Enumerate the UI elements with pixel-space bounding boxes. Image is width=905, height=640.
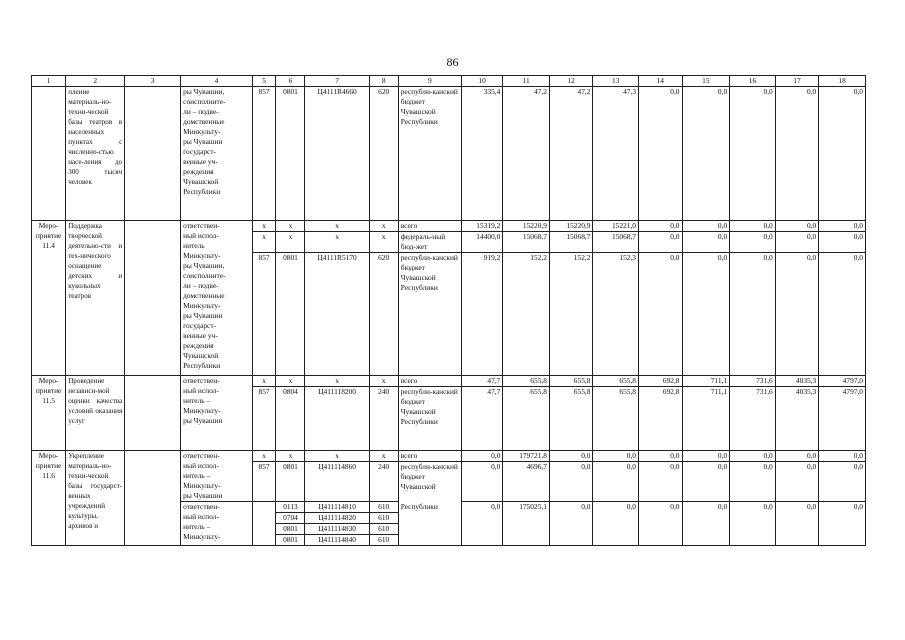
amount-cell: 179721,8	[503, 451, 550, 462]
kbk-target-cell: x	[305, 232, 369, 253]
amount-cell: 0,0	[682, 462, 730, 502]
kbk-target-cell: x	[305, 376, 369, 387]
executor-cell: ответствен- ный испол- нитель – Минкульту- ры Чувашии	[181, 376, 252, 451]
kbk-expense-type-cell: 240	[369, 387, 398, 451]
amount-cell: 0,0	[461, 502, 502, 546]
kbk-section-cell: x	[276, 232, 305, 253]
kbk-target-cell: Ц411118200	[305, 387, 369, 451]
amount-cell: 4696,7	[503, 462, 550, 502]
kbk-grbs-cell: x	[252, 451, 276, 462]
funding-source-cell: Республики	[398, 502, 461, 546]
kbk-expense-type-cell: 610	[369, 502, 398, 513]
table-row	[32, 451, 866, 462]
kbk-target-cell: Ц411114820	[305, 513, 369, 524]
amount-cell: 0,0	[639, 221, 683, 232]
col-header: 10	[461, 76, 502, 87]
amount-cell: 0,0	[730, 253, 776, 376]
amount-cell: 0,0	[775, 451, 819, 462]
amount-cell: 0,0	[639, 502, 683, 546]
amount-cell: 15220,9	[503, 221, 550, 232]
kbk-expense-type-cell: x	[369, 376, 398, 387]
kbk-target-cell: Ц4111R4660	[305, 87, 369, 221]
kbk-grbs-cell: 857	[252, 462, 276, 502]
event-label-cell: Меро-приятие 11.5	[32, 376, 66, 451]
amount-cell: 0,0	[819, 87, 866, 221]
col-header: 1	[32, 76, 66, 87]
amount-cell: 0,0	[775, 253, 819, 376]
kbk-expense-type-cell: 620	[369, 87, 398, 221]
funding-source-cell: республи-канский бюджет Чувашской Республики	[398, 253, 461, 376]
event-name-cell: пление материаль-но-техни-ческой базы театров в населенных пунктах с численно-стью насе-ления до 300 тысяч человек	[66, 87, 125, 221]
kbk-section-cell: x	[276, 221, 305, 232]
empty-cell	[125, 87, 181, 221]
event-name-cell: Укрепление материаль-но-техни-ческой базы государст-венных учреждений культуры, архивов и	[66, 451, 125, 546]
amount-cell: 692,8	[639, 387, 683, 451]
amount-cell: 655,8	[549, 387, 593, 451]
budget-table	[31, 75, 866, 546]
amount-cell: 15068,7	[593, 232, 639, 253]
funding-source-cell: федераль-ный бюд-жет	[398, 232, 461, 253]
col-header: 8	[369, 76, 398, 87]
amount-cell: 0,0	[730, 221, 776, 232]
event-name-cell: Проведение независи-мой оценки качества условий оказания услуг	[66, 376, 125, 451]
funding-source-cell: всего	[398, 451, 461, 462]
kbk-expense-type-cell: 610	[369, 513, 398, 524]
kbk-expense-type-cell: x	[369, 221, 398, 232]
amount-cell: 14400,0	[461, 232, 502, 253]
amount-cell: 711,1	[682, 376, 730, 387]
amount-cell: 175025,1	[503, 502, 550, 546]
amount-cell: 0,0	[549, 502, 593, 546]
kbk-section-cell: 0704	[276, 513, 305, 524]
executor-cell: ответствен- ный испол- нитель Минкульту- ры Чувашии, соисполните- ли – подве- домственные Минкульту- ры Чувашии государст- венные уч- реждения Чувашской Республики	[181, 221, 252, 376]
amount-cell: 655,8	[503, 387, 550, 451]
event-label-cell: Меро-приятие 11.6	[32, 451, 66, 546]
table-row	[32, 376, 866, 387]
amount-cell: 0,0	[682, 221, 730, 232]
amount-cell: 0,0	[775, 221, 819, 232]
table-body	[32, 87, 866, 546]
amount-cell: 655,8	[593, 387, 639, 451]
kbk-section-cell: 0804	[276, 387, 305, 451]
amount-cell: 0,0	[730, 451, 776, 462]
amount-cell: 4035,3	[775, 376, 819, 387]
col-header: 15	[682, 76, 730, 87]
kbk-grbs-cell: 857	[252, 87, 276, 221]
amount-cell: 15068,7	[503, 232, 550, 253]
kbk-section-cell: x	[276, 376, 305, 387]
amount-cell: 152,3	[593, 253, 639, 376]
amount-cell: 0,0	[819, 253, 866, 376]
amount-cell: 15221,0	[593, 221, 639, 232]
kbk-expense-type-cell: 240	[369, 462, 398, 502]
amount-cell: 152,2	[503, 253, 550, 376]
amount-cell: 0,0	[639, 87, 683, 221]
col-header: 2	[66, 76, 125, 87]
amount-cell: 0,0	[593, 462, 639, 502]
kbk-section-cell: 0801	[276, 253, 305, 376]
funding-source-cell: республи-канский бюджет Чувашской	[398, 462, 461, 502]
amount-cell: 0,0	[461, 451, 502, 462]
amount-cell: 15319,2	[461, 221, 502, 232]
kbk-section-cell: 0801	[276, 535, 305, 546]
amount-cell: 0,0	[730, 502, 776, 546]
amount-cell: 0,0	[639, 451, 683, 462]
col-header: 3	[125, 76, 181, 87]
amount-cell: 0,0	[682, 87, 730, 221]
funding-source-cell: всего	[398, 376, 461, 387]
kbk-section-cell: 0801	[276, 462, 305, 502]
kbk-section-cell: 0801	[276, 524, 305, 535]
amount-cell: 4797,0	[819, 376, 866, 387]
kbk-target-cell: x	[305, 221, 369, 232]
amount-cell: 0,0	[682, 502, 730, 546]
amount-cell: 47,7	[461, 387, 502, 451]
amount-cell: 0,0	[461, 462, 502, 502]
kbk-target-cell: Ц411114810	[305, 502, 369, 513]
executor-cell: ры Чувашии, соисполните- ли – подве- домственные Минкульту- ры Чувашии государст- венные уч- реждения Чувашской Республики	[181, 87, 252, 221]
amount-cell: 0,0	[775, 232, 819, 253]
amount-cell: 47,3	[593, 87, 639, 221]
page-number: 86	[446, 55, 459, 69]
amount-cell: 655,8	[593, 376, 639, 387]
amount-cell: 731,6	[730, 387, 776, 451]
col-header: 13	[593, 76, 639, 87]
kbk-expense-type-cell: x	[369, 232, 398, 253]
amount-cell: 47,2	[503, 87, 550, 221]
executor-cell: ответствен- ный испол- нитель – Минкульту-	[181, 502, 252, 546]
kbk-expense-type-cell: 620	[369, 253, 398, 376]
amount-cell: 0,0	[819, 502, 866, 546]
kbk-section-cell: 0113	[276, 502, 305, 513]
kbk-section-cell: 0801	[276, 87, 305, 221]
amount-cell: 711,1	[682, 387, 730, 451]
amount-cell: 0,0	[730, 462, 776, 502]
amount-cell: 0,0	[639, 462, 683, 502]
col-header: 12	[549, 76, 593, 87]
kbk-grbs-cell: 857	[252, 253, 276, 376]
kbk-grbs-cell: x	[252, 376, 276, 387]
kbk-grbs-cell: x	[252, 221, 276, 232]
kbk-grbs-cell	[252, 502, 276, 546]
amount-cell: 0,0	[639, 232, 683, 253]
amount-cell: 4035,3	[775, 387, 819, 451]
kbk-target-cell: Ц411114830	[305, 524, 369, 535]
kbk-grbs-cell: x	[252, 232, 276, 253]
kbk-section-cell: x	[276, 451, 305, 462]
funding-source-cell: республи-канский бюджет Чувашской Республики	[398, 87, 461, 221]
amount-cell: 0,0	[639, 253, 683, 376]
table-row	[32, 221, 866, 232]
amount-cell: 15068,7	[549, 232, 593, 253]
amount-cell: 15220,9	[549, 221, 593, 232]
amount-cell: 0,0	[775, 462, 819, 502]
amount-cell: 692,8	[639, 376, 683, 387]
amount-cell: 655,8	[549, 376, 593, 387]
amount-cell: 0,0	[549, 462, 593, 502]
amount-cell: 47,7	[461, 376, 502, 387]
kbk-expense-type-cell: 610	[369, 524, 398, 535]
kbk-target-cell: Ц411114840	[305, 535, 369, 546]
col-header: 17	[775, 76, 819, 87]
amount-cell: 335,4	[461, 87, 502, 221]
amount-cell: 731,6	[730, 376, 776, 387]
col-header: 9	[398, 76, 461, 87]
amount-cell: 0,0	[775, 502, 819, 546]
amount-cell: 0,0	[819, 462, 866, 502]
amount-cell: 0,0	[819, 221, 866, 232]
amount-cell: 0,0	[682, 451, 730, 462]
kbk-grbs-cell: 857	[252, 387, 276, 451]
table-row	[32, 87, 866, 221]
kbk-expense-type-cell: x	[369, 451, 398, 462]
empty-cell	[125, 376, 181, 451]
amount-cell: 0,0	[775, 87, 819, 221]
amount-cell: 655,8	[503, 376, 550, 387]
amount-cell: 0,0	[730, 87, 776, 221]
amount-cell: 152,2	[549, 253, 593, 376]
col-header: 6	[276, 76, 305, 87]
amount-cell: 919,2	[461, 253, 502, 376]
empty-cell	[125, 451, 181, 546]
funding-source-cell: республи-канский бюджет Чувашской Республики	[398, 387, 461, 451]
event-label-cell	[32, 87, 66, 221]
col-header: 5	[252, 76, 276, 87]
col-header: 11	[503, 76, 550, 87]
amount-cell: 47,2	[549, 87, 593, 221]
event-name-cell: Поддержка творческой деятельно-сти и тех-нического оснащение детских и кукольных театров	[66, 221, 125, 376]
amount-cell: 0,0	[730, 232, 776, 253]
amount-cell: 0,0	[682, 253, 730, 376]
empty-cell	[125, 221, 181, 376]
kbk-target-cell: Ц411114860	[305, 462, 369, 502]
funding-source-cell: всего	[398, 221, 461, 232]
kbk-target-cell: Ц4111R5170	[305, 253, 369, 376]
kbk-target-cell: x	[305, 451, 369, 462]
event-label-cell: Меро-приятие 11.4	[32, 221, 66, 376]
amount-cell: 0,0	[682, 232, 730, 253]
amount-cell: 0,0	[593, 502, 639, 546]
amount-cell: 0,0	[819, 451, 866, 462]
col-header: 14	[639, 76, 683, 87]
col-header: 7	[305, 76, 369, 87]
col-header: 18	[819, 76, 866, 87]
col-header: 4	[181, 76, 252, 87]
col-header: 16	[730, 76, 776, 87]
amount-cell: 0,0	[819, 232, 866, 253]
kbk-expense-type-cell: 610	[369, 535, 398, 546]
amount-cell: 4797,0	[819, 387, 866, 451]
amount-cell: 0,0	[549, 451, 593, 462]
column-number-row	[32, 76, 866, 87]
executor-cell: ответствен- ный испол- нитель – Минкульту- ры Чувашии	[181, 451, 252, 502]
amount-cell: 0,0	[593, 451, 639, 462]
